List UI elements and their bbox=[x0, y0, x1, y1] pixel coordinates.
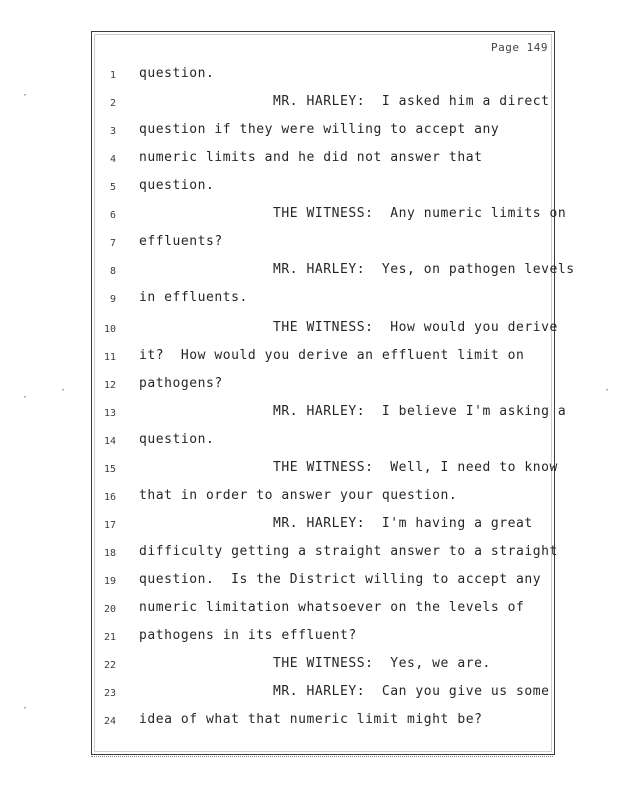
line-text: MR. HARLEY: I asked him a direct bbox=[139, 94, 550, 109]
line-number: 2 bbox=[109, 98, 116, 109]
line-text: MR. HARLEY: Can you give us some bbox=[139, 684, 550, 699]
line-text: MR. HARLEY: Yes, on pathogen levels bbox=[139, 262, 575, 277]
transcript-line bbox=[0, 94, 618, 116]
transcript-line bbox=[0, 320, 618, 342]
line-text: in effluents. bbox=[139, 290, 248, 305]
line-number: 8 bbox=[109, 266, 116, 277]
transcript-line bbox=[0, 290, 618, 312]
line-number: 3 bbox=[109, 126, 116, 137]
transcript-line bbox=[0, 150, 618, 172]
line-text: numeric limits and he did not answer that bbox=[139, 150, 483, 165]
line-text: pathogens? bbox=[139, 376, 223, 391]
transcript-line bbox=[0, 262, 618, 284]
line-number: 4 bbox=[109, 154, 116, 165]
line-text: question. bbox=[139, 432, 215, 447]
line-number: 14 bbox=[103, 436, 116, 447]
transcript-line bbox=[0, 376, 618, 398]
line-number: 18 bbox=[103, 548, 116, 559]
transcript-line bbox=[0, 488, 618, 510]
page-number: Page 149 bbox=[491, 41, 548, 54]
transcript-line bbox=[0, 572, 618, 594]
footer-rule bbox=[91, 756, 553, 757]
transcript-line bbox=[0, 628, 618, 650]
transcript-line bbox=[0, 544, 618, 566]
line-text: numeric limitation whatsoever on the levels of bbox=[139, 600, 525, 615]
transcript-line bbox=[0, 348, 618, 370]
line-text: question if they were willing to accept any bbox=[139, 122, 500, 137]
line-text: difficulty getting a straight answer to a straight bbox=[139, 544, 558, 559]
line-number: 9 bbox=[109, 294, 116, 305]
line-number: 17 bbox=[103, 520, 116, 531]
line-number: 19 bbox=[103, 576, 116, 587]
line-number: 23 bbox=[103, 688, 116, 699]
line-number: 20 bbox=[103, 604, 116, 615]
line-number: 21 bbox=[103, 632, 116, 643]
line-number: 12 bbox=[103, 380, 116, 391]
line-text: THE WITNESS: Well, I need to know bbox=[139, 460, 558, 475]
line-number: 6 bbox=[109, 210, 116, 221]
line-number: 11 bbox=[103, 352, 116, 363]
scan-speck: · bbox=[604, 385, 611, 396]
transcript-line bbox=[0, 178, 618, 200]
transcript-line bbox=[0, 122, 618, 144]
line-number: 13 bbox=[103, 408, 116, 419]
transcript-line bbox=[0, 404, 618, 426]
line-number: 24 bbox=[103, 716, 116, 727]
line-number: 1 bbox=[109, 70, 116, 81]
transcript-line bbox=[0, 460, 618, 482]
transcript-line bbox=[0, 432, 618, 454]
transcript-line bbox=[0, 66, 618, 88]
line-text: MR. HARLEY: I believe I'm asking a bbox=[139, 404, 567, 419]
transcript-line bbox=[0, 234, 618, 256]
transcript-line bbox=[0, 712, 618, 734]
line-number: 22 bbox=[103, 660, 116, 671]
transcript-line bbox=[0, 600, 618, 622]
scan-speck: · bbox=[60, 385, 67, 396]
line-text: question. bbox=[139, 66, 215, 81]
line-number: 16 bbox=[103, 492, 116, 503]
transcript-line bbox=[0, 206, 618, 228]
line-text: THE WITNESS: Yes, we are. bbox=[139, 656, 491, 671]
line-text: idea of what that numeric limit might be? bbox=[139, 712, 483, 727]
scan-speck: · bbox=[22, 703, 29, 714]
line-text: THE WITNESS: Any numeric limits on bbox=[139, 206, 567, 221]
line-text: that in order to answer your question. bbox=[139, 488, 458, 503]
line-number: 5 bbox=[109, 182, 116, 193]
line-text: it? How would you derive an effluent limit on bbox=[139, 348, 525, 363]
line-number: 10 bbox=[103, 324, 116, 335]
line-text: pathogens in its effluent? bbox=[139, 628, 357, 643]
transcript-line bbox=[0, 656, 618, 678]
line-number: 15 bbox=[103, 464, 116, 475]
line-text: question. Is the District willing to accept any bbox=[139, 572, 542, 587]
transcript-line bbox=[0, 516, 618, 538]
line-text: effluents? bbox=[139, 234, 223, 249]
transcript-line bbox=[0, 684, 618, 706]
line-text: question. bbox=[139, 178, 215, 193]
scan-speck: · bbox=[22, 392, 29, 403]
scan-speck: · bbox=[22, 90, 29, 101]
line-text: MR. HARLEY: I'm having a great bbox=[139, 516, 533, 531]
line-text: THE WITNESS: How would you derive bbox=[139, 320, 558, 335]
line-number: 7 bbox=[109, 238, 116, 249]
